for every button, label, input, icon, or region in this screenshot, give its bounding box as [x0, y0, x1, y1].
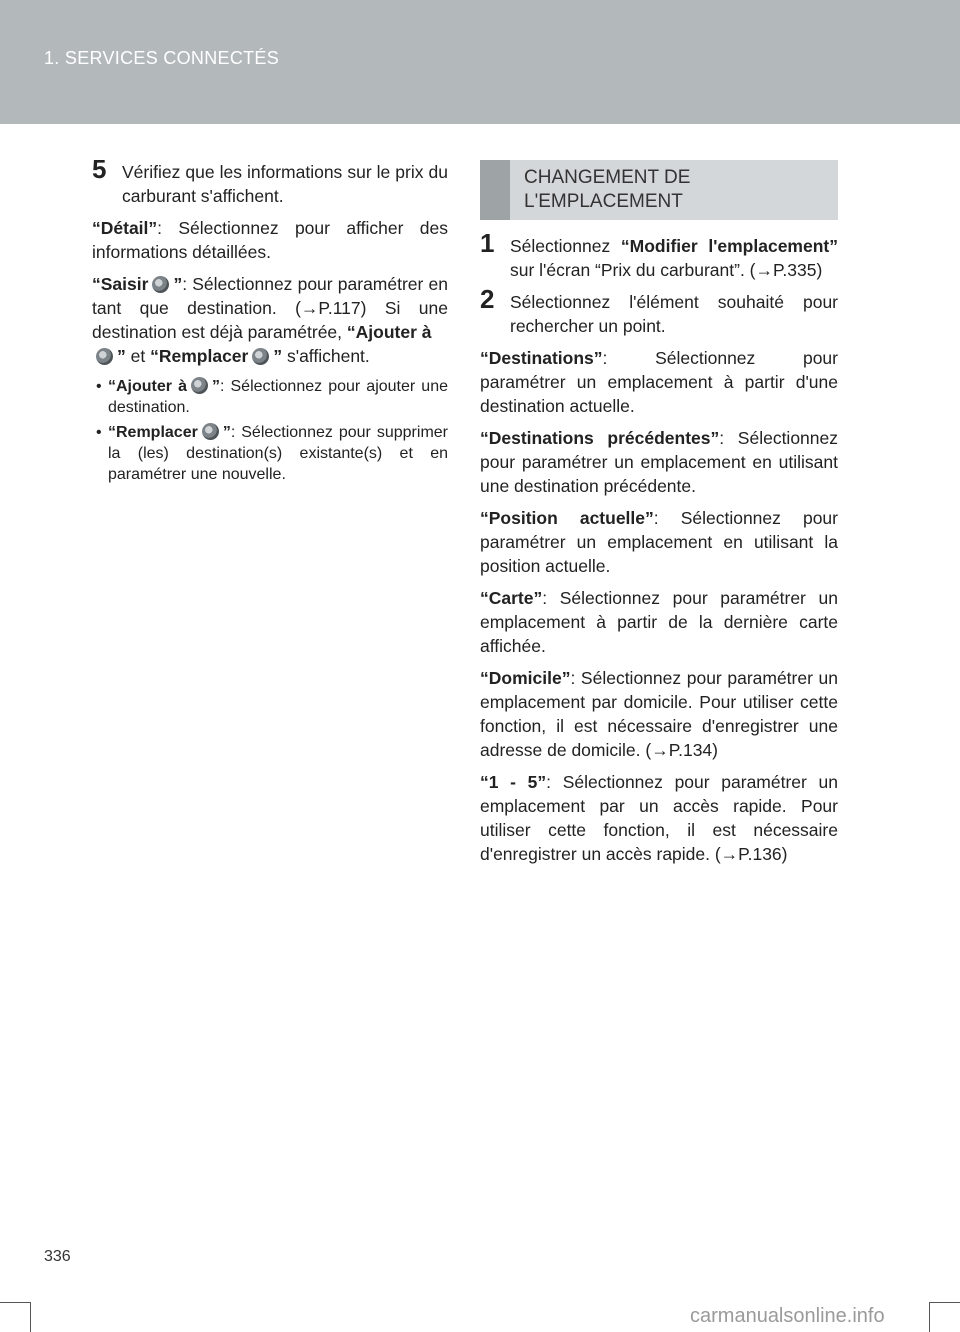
watermark: carmanualsonline.info [690, 1305, 885, 1327]
option-acces-rapide [480, 770, 838, 866]
destination-button-icon [191, 377, 208, 394]
bullet-label-text: “Ajouter à [108, 378, 187, 395]
right-column [480, 160, 838, 874]
section-heading-title: CHANGEMENT DE L'EMPLACEMENT [524, 167, 691, 212]
crop-mark [930, 1302, 960, 1303]
option-text: : Sélectionnez pour paramétrer un emplacement par un accès rapide. Pour utiliser cette fonction, il est nécessaire d'enregistrer un accès rapide. (→P.136) [480, 772, 838, 864]
option-text: : Sélectionnez pour paramétrer un emplacement par domicile. Pour utiliser cette fonction, il est nécessaire d'enregistrer une adresse de domicile. (→P.134) [480, 668, 838, 760]
step-number: 5 [92, 154, 107, 184]
destination-button-icon [96, 348, 113, 365]
page-number: 336 [44, 1248, 71, 1265]
ajouter-label-end: ” [117, 346, 126, 366]
saisir-suffix: s'affichent. [286, 346, 370, 366]
option-label: “Destinations précédentes” [480, 428, 720, 448]
header-divider [0, 124, 960, 128]
step-text: Sélectionnez l'élément souhaité pour rechercher un point. [510, 292, 838, 336]
option-label: “Carte” [480, 588, 543, 608]
bullet-ajouter [92, 376, 448, 418]
step-number: 2 [480, 284, 495, 314]
crop-mark [30, 1302, 31, 1332]
bullet-label [108, 424, 231, 441]
bullet-label-text: “Remplacer [108, 424, 198, 441]
remplacer-label-text: “Remplacer [150, 346, 249, 366]
saisir-label-end: ” [173, 274, 183, 294]
step-5 [92, 154, 448, 208]
destination-button-icon [152, 276, 169, 293]
option-text: : Sélectionnez pour paramétrer un emplacement en utilisant la position actuelle. [480, 508, 838, 576]
option-label: “1 - 5” [480, 772, 547, 792]
saisir-text: : Sélectionnez pour paramétrer en tant que destination. (→P.117) Si une destination est déjà paramétrée, [92, 274, 448, 342]
step-number: 1 [480, 228, 495, 258]
bullet-label [108, 378, 220, 395]
bullet-text: : Sélectionnez pour supprimer la (les) destination(s) existante(s) et en paramétrer une nouvelle. [108, 424, 448, 483]
step-1 [480, 228, 838, 282]
step-text: Vérifiez que les informations sur le prix du carburant s'affichent. [122, 162, 448, 206]
option-label: “Destinations” [480, 348, 603, 368]
option-text: : Sélectionnez pour paramétrer un emplacement à partir de la dernière carte affichée. [480, 588, 838, 656]
remplacer-label [150, 346, 282, 366]
option-domicile [480, 666, 838, 762]
option-position-actuelle [480, 506, 838, 578]
section-heading-bar [480, 160, 510, 220]
saisir-paragraph [92, 272, 448, 368]
modifier-label: “Modifier l'emplacement” [620, 236, 838, 256]
saisir-label-text: “Saisir [92, 274, 149, 294]
detail-paragraph [92, 216, 448, 264]
bullet-dot: • [96, 378, 102, 395]
step-2 [480, 284, 838, 338]
left-column [92, 154, 449, 489]
option-text: : Sélectionnez pour paramétrer un emplacement à partir d'une destination actuelle. [480, 348, 838, 416]
detail-label: “Détail” [92, 218, 158, 238]
step-text: sur l'écran “Prix du carburant”. (→P.335) [510, 260, 823, 280]
ajouter-label-text: “Ajouter à [346, 322, 432, 342]
and-text: et [130, 346, 146, 366]
destination-button-icon [202, 423, 219, 440]
bullet-label-end: ” [222, 424, 231, 441]
bullet-label-end: ” [211, 378, 220, 395]
bullet-dot: • [96, 424, 102, 441]
destination-button-icon [252, 348, 269, 365]
detail-text: : Sélectionnez pour afficher des informations détaillées. [92, 218, 448, 262]
bullet-text: : Sélectionnez pour ajouter une destination. [108, 378, 449, 416]
remplacer-label-end: ” [273, 346, 283, 366]
section-heading [480, 160, 838, 220]
bullet-remplacer [92, 422, 448, 485]
saisir-label [92, 274, 182, 294]
option-label: “Domicile” [480, 668, 571, 688]
crop-mark [929, 1302, 930, 1332]
option-text: : Sélectionnez pour paramétrer un emplacement en utilisant une destination précédente. [480, 428, 839, 496]
crop-mark [0, 1302, 30, 1303]
step-text: Sélectionnez [510, 236, 611, 256]
option-destinations [480, 346, 838, 418]
chapter-title: 1. SERVICES CONNECTÉS [44, 48, 280, 68]
option-destinations-precedentes [480, 426, 838, 498]
option-carte [480, 586, 838, 658]
option-label: “Position actuelle” [480, 508, 654, 528]
